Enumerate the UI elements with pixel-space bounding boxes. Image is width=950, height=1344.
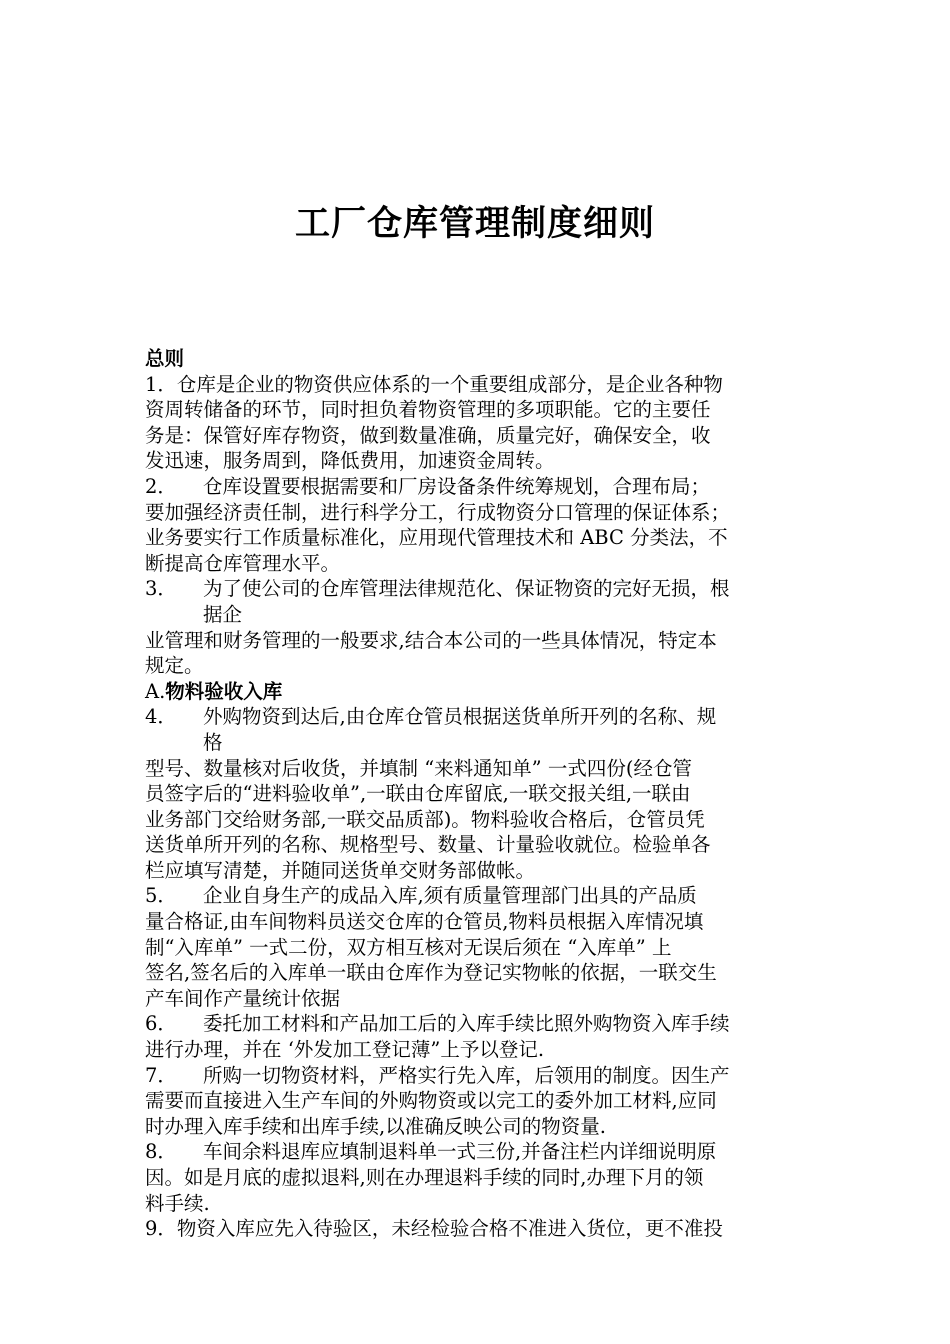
text-line: 时办理入库手续和出库手续,以准确反映公司的物资量. <box>145 1114 606 1138</box>
item-number: 6． <box>145 1012 177 1036</box>
text-line: 需要而直接进入生产车间的外购物资或以完工的委外加工材料,应同 <box>145 1089 717 1113</box>
numbered-line <box>145 474 825 500</box>
item-number: 7． <box>145 1063 177 1087</box>
numbered-line <box>145 576 825 602</box>
item-text: 车间余料退库应填制退料单一式三份,并备注栏内详细说明原 <box>203 1140 717 1164</box>
text-line: 据企 <box>203 602 243 626</box>
text-line: 业务部门交给财务部,一联交品质部)。物料验收合格后，仓管员凭 <box>145 807 705 831</box>
text-line: 栏应填写清楚，并随同送货单交财务部做帐。 <box>145 858 536 882</box>
item-number: 3． <box>145 577 177 601</box>
document-body <box>145 346 825 1242</box>
text-line: 因。如是月底的虚拟退料,则在办理退料手续的同时,办理下月的领 <box>145 1166 704 1189</box>
text-line: 型号、数量核对后收货，并填制 “来料通知单” 一式四份(经仓管 <box>145 756 692 780</box>
item-text: 仓库设置要根据需要和厂房设备条件统筹规划，合理布局； <box>203 474 711 498</box>
item-text: 所购一切物资材料，严格实行先入库，后领用的制度。因生产 <box>203 1063 730 1087</box>
section-heading-line <box>145 679 825 705</box>
text-line: 务是：保管好库存物资，做到数量准确，质量完好，确保安全，收 <box>145 423 711 447</box>
item-text: 委托加工材料和产品加工后的入库手续比照外购物资入库手续 <box>203 1012 730 1036</box>
text-line: 进行办理，并在 ‘外发加工登记薄”上予以登记. <box>145 1038 545 1062</box>
text-line: 料手续. <box>145 1191 210 1215</box>
text-line: 业管理和财务管理的一般要求,结合本公司的一些具体情况，特定本 <box>145 628 717 652</box>
text-line: 送货单所开列的名称、规格型号、数量、计量验收就位。检验单各 <box>145 833 711 857</box>
text-line: 断提高仓库管理水平。 <box>145 551 341 575</box>
numbered-line <box>145 1011 825 1037</box>
numbered-line <box>145 1063 825 1089</box>
numbered-line <box>145 1139 825 1165</box>
item-text: 外购物资到达后,由仓库仓管员根据送货单所开列的名称、规 <box>203 705 717 729</box>
item-text: 企业自身生产的成品入库,须有质量管理部门出具的产品质 <box>203 884 697 908</box>
text-line: 1．仓库是企业的物资供应体系的一个重要组成部分，是企业各种物 <box>145 372 723 396</box>
text-line: 资周转储备的环节，同时担负着物资管理的多项职能。它的主要任 <box>145 398 711 422</box>
numbered-line <box>145 704 825 730</box>
section-prefix: A. <box>145 679 166 703</box>
text-line: 要加强经济责任制，进行科学分工，行成物资分口管理的保证体系； <box>145 500 731 524</box>
item-number: 8． <box>145 1140 177 1164</box>
text-line: 格 <box>203 730 223 754</box>
text-line: 制“入库单” 一式二份，双方相互核对无误后须在 “入库单” 上 <box>145 935 672 959</box>
text-line: 发迅速，服务周到，降低费用，加速资金周转。 <box>145 449 555 473</box>
text-line: 签名,签名后的入库单一联由仓库作为登记实物帐的依据，一联交生 <box>145 961 717 985</box>
document-title: 工厂仓库管理制度细则 <box>294 204 655 244</box>
item-number: 5． <box>145 884 177 908</box>
item-number: 4． <box>145 705 177 729</box>
text-line: 规定。 <box>145 654 204 678</box>
text-line: 产车间作产量统计依据 <box>145 986 341 1010</box>
section-heading: 总则 <box>145 347 185 370</box>
text-line: 员签字后的“进料验收单”,一联由仓库留底,一联交报关组,一联由 <box>145 782 691 806</box>
item-number: 2． <box>145 474 177 498</box>
item-text: 为了使公司的仓库管理法律规范化、保证物资的完好无损，根 <box>203 577 730 601</box>
numbered-line <box>145 883 825 909</box>
section-heading: 物料验收入库 <box>165 679 283 703</box>
text-line: 9．物资入库应先入待验区，未经检验合格不准进入货位，更不准投 <box>145 1217 723 1241</box>
text-line: 业务要实行工作质量标准化，应用现代管理技术和 ABC 分类法，不 <box>145 526 728 550</box>
text-line: 量合格证,由车间物料员送交仓库的仓管员,物料员根据入库情况填 <box>145 910 704 934</box>
